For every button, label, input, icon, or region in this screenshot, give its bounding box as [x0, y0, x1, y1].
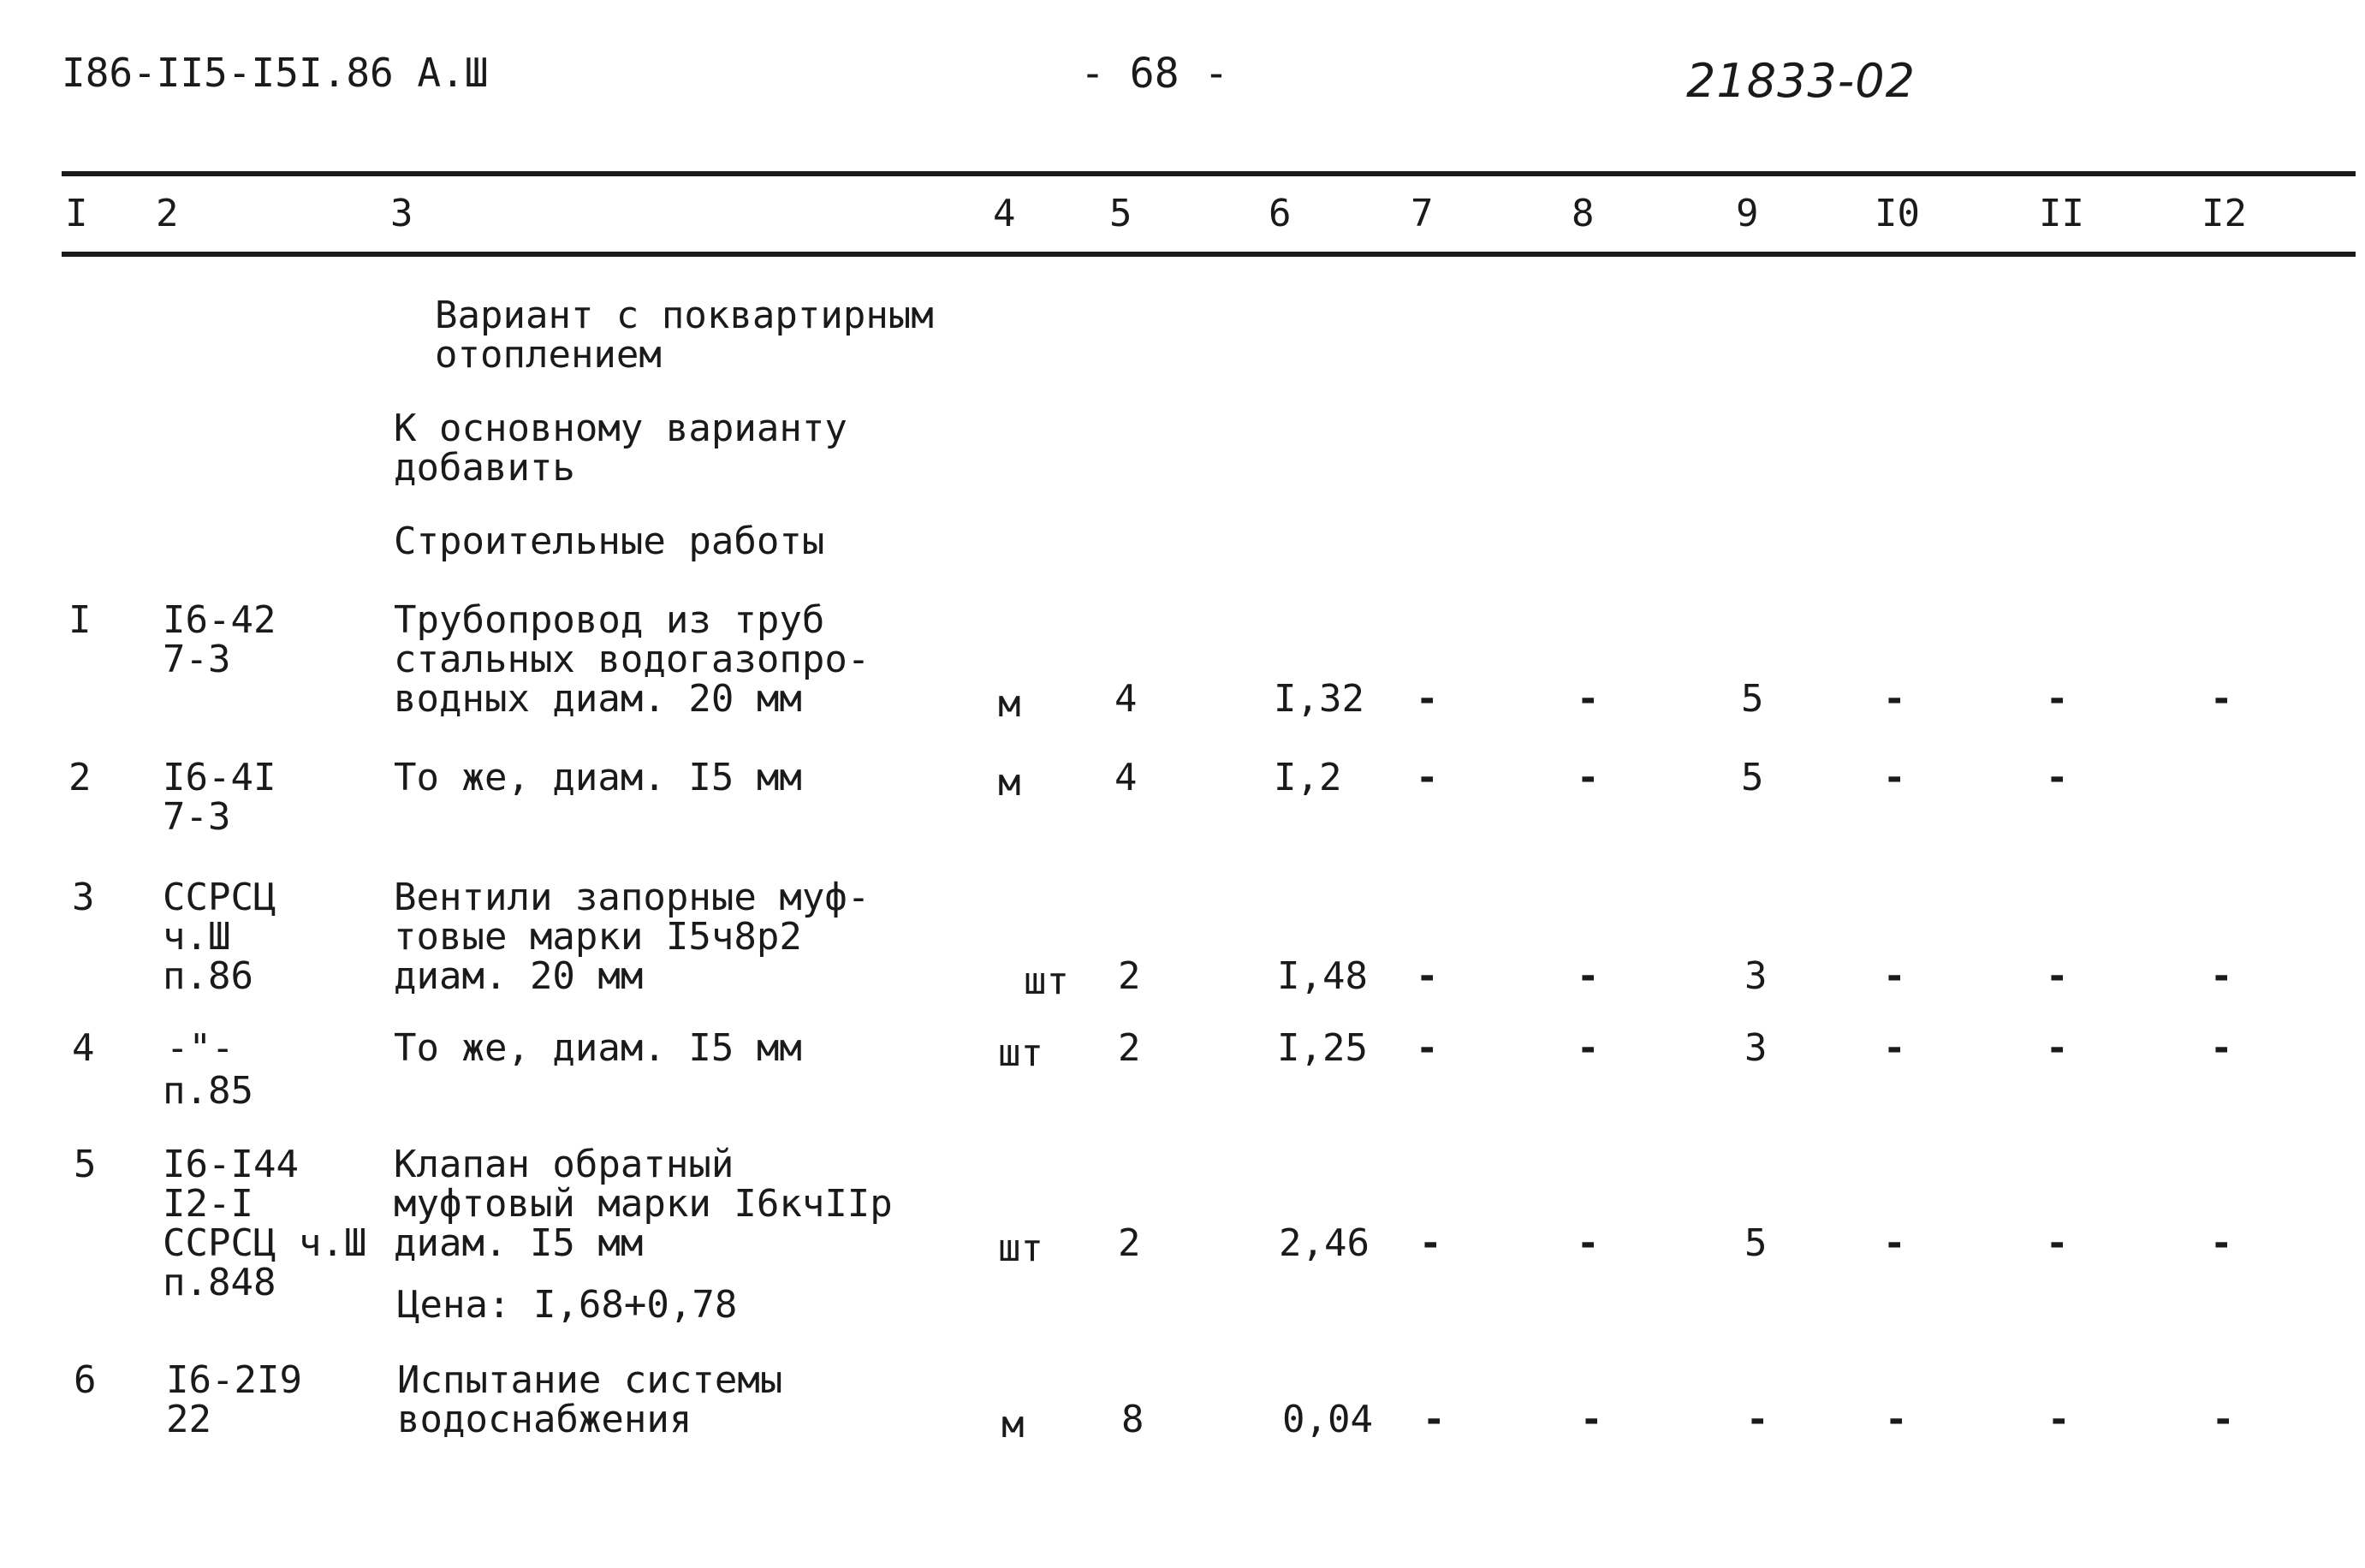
unit: м: [998, 761, 1021, 805]
col-9-value: 5: [1744, 1221, 1768, 1265]
work-description: Клапан обратный: [394, 1143, 734, 1186]
col-11-value: -: [2046, 1221, 2069, 1265]
norm-code: ССРСЦ: [163, 876, 276, 919]
norm-code: I6-4I: [163, 756, 276, 799]
price-note: Цена: I,68+0,78: [397, 1283, 738, 1327]
col-9-value: -: [1746, 1398, 1769, 1441]
unit-price: 2,46: [1279, 1221, 1370, 1265]
col-7-value: -: [1416, 1026, 1439, 1070]
col-9-value: 5: [1741, 756, 1764, 799]
header-rule: [62, 252, 2356, 257]
norm-code: 22: [166, 1398, 211, 1441]
work-description: водоснабжения: [397, 1398, 692, 1441]
column-number: 2: [156, 192, 179, 235]
page-number: - 68 -: [1080, 50, 1229, 98]
quantity: 4: [1114, 756, 1138, 799]
col-11-value: -: [2046, 677, 2069, 721]
work-description: диам. 20 мм: [394, 954, 644, 998]
unit: м: [998, 682, 1021, 726]
column-number: 8: [1572, 192, 1595, 235]
unit-price: I,25: [1277, 1026, 1368, 1070]
col-9-value: 5: [1741, 677, 1764, 721]
work-description: Трубопровод из труб: [394, 598, 825, 642]
work-description: диам. I5 мм: [394, 1221, 644, 1265]
column-number: 3: [390, 192, 413, 235]
norm-code: 7-3: [163, 638, 231, 681]
column-number: I: [65, 192, 88, 235]
col-10-value: -: [1885, 1398, 1908, 1441]
norm-code: ч.Ш: [163, 915, 231, 959]
col-8-value: -: [1580, 1398, 1603, 1441]
top-rule: [62, 171, 2356, 176]
col-10-value: -: [1883, 1026, 1906, 1070]
norm-code: п.85: [163, 1069, 253, 1113]
quantity: 4: [1114, 677, 1138, 721]
norm-code: п.848: [163, 1261, 276, 1304]
column-number: I2: [2202, 192, 2247, 235]
column-number: 7: [1411, 192, 1434, 235]
col-12-value: -: [2210, 1221, 2233, 1265]
quantity: 8: [1121, 1398, 1144, 1441]
work-description: То же, диам. I5 мм: [394, 1026, 802, 1070]
col-10-value: -: [1883, 677, 1906, 721]
column-number: I0: [1875, 192, 1920, 235]
add-note: К основному варианту: [394, 407, 847, 450]
variant-heading: Вариант с поквартирным: [435, 294, 934, 337]
norm-code: I6-I44: [163, 1143, 299, 1186]
col-8-value: -: [1577, 1221, 1600, 1265]
norm-code: I6-2I9: [166, 1358, 302, 1402]
quantity: 2: [1118, 1221, 1141, 1265]
unit-price: I,48: [1277, 954, 1368, 998]
work-description: То же, диам. I5 мм: [394, 756, 802, 799]
section-title: Строительные работы: [394, 520, 825, 563]
col-11-value: -: [2046, 954, 2069, 998]
row-number: 4: [72, 1026, 95, 1070]
col-9-value: 3: [1744, 1026, 1768, 1070]
col-12-value: -: [2210, 954, 2233, 998]
column-number: 5: [1109, 192, 1132, 235]
variant-heading: отоплением: [435, 333, 662, 377]
norm-code: -"-: [166, 1026, 235, 1070]
col-12-value: -: [2210, 677, 2233, 721]
unit-price: I,2: [1274, 756, 1342, 799]
document-number: 21833-02: [1686, 54, 1916, 108]
row-number: 3: [72, 876, 95, 919]
work-description: муфтовый марки I6кчIIр: [394, 1182, 893, 1226]
col-11-value: -: [2046, 1026, 2069, 1070]
norm-code: 7-3: [163, 795, 231, 839]
work-description: стальных водогазопро-: [394, 638, 871, 681]
quantity: 2: [1118, 954, 1141, 998]
quantity: 2: [1118, 1026, 1141, 1070]
col-9-value: 3: [1744, 954, 1768, 998]
norm-code: I2-I: [163, 1182, 253, 1226]
column-number: 9: [1736, 192, 1759, 235]
work-description: товые марки I5ч8р2: [394, 915, 802, 959]
row-number: I: [68, 598, 92, 642]
unit: шт: [1024, 959, 1069, 1003]
row-number: 2: [68, 756, 92, 799]
col-10-value: -: [1883, 954, 1906, 998]
norm-code: ССРСЦ ч.Ш: [163, 1221, 367, 1265]
col-10-value: -: [1883, 1221, 1906, 1265]
col-11-value: -: [2047, 1398, 2071, 1441]
norm-code: I6-42: [163, 598, 276, 642]
column-number: 4: [993, 192, 1016, 235]
col-7-value: -: [1423, 1398, 1446, 1441]
work-description: Вентили запорные муф-: [394, 876, 871, 919]
col-10-value: -: [1883, 756, 1906, 799]
add-note: добавить: [394, 446, 575, 490]
work-description: Испытание системы: [397, 1358, 783, 1402]
work-description: водных диам. 20 мм: [394, 677, 802, 721]
column-number: 6: [1269, 192, 1292, 235]
row-number: 5: [74, 1143, 97, 1186]
col-8-value: -: [1577, 756, 1600, 799]
col-7-value: -: [1416, 756, 1439, 799]
unit-price: I,32: [1274, 677, 1364, 721]
col-8-value: -: [1577, 954, 1600, 998]
col-7-value: -: [1419, 1221, 1442, 1265]
document-code: I86-II5-I5I.86 А.Ш: [62, 50, 489, 96]
column-number: II: [2039, 192, 2084, 235]
row-number: 6: [74, 1358, 97, 1402]
col-8-value: -: [1577, 1026, 1600, 1070]
col-7-value: -: [1416, 954, 1439, 998]
unit: шт: [998, 1031, 1043, 1075]
unit: шт: [998, 1226, 1043, 1270]
col-11-value: -: [2046, 756, 2069, 799]
col-7-value: -: [1416, 677, 1439, 721]
unit-price: 0,04: [1282, 1398, 1373, 1441]
col-12-value: -: [2210, 1026, 2233, 1070]
unit: м: [1001, 1403, 1025, 1446]
col-12-value: -: [2212, 1398, 2235, 1441]
norm-code: п.86: [163, 954, 253, 998]
col-8-value: -: [1577, 677, 1600, 721]
